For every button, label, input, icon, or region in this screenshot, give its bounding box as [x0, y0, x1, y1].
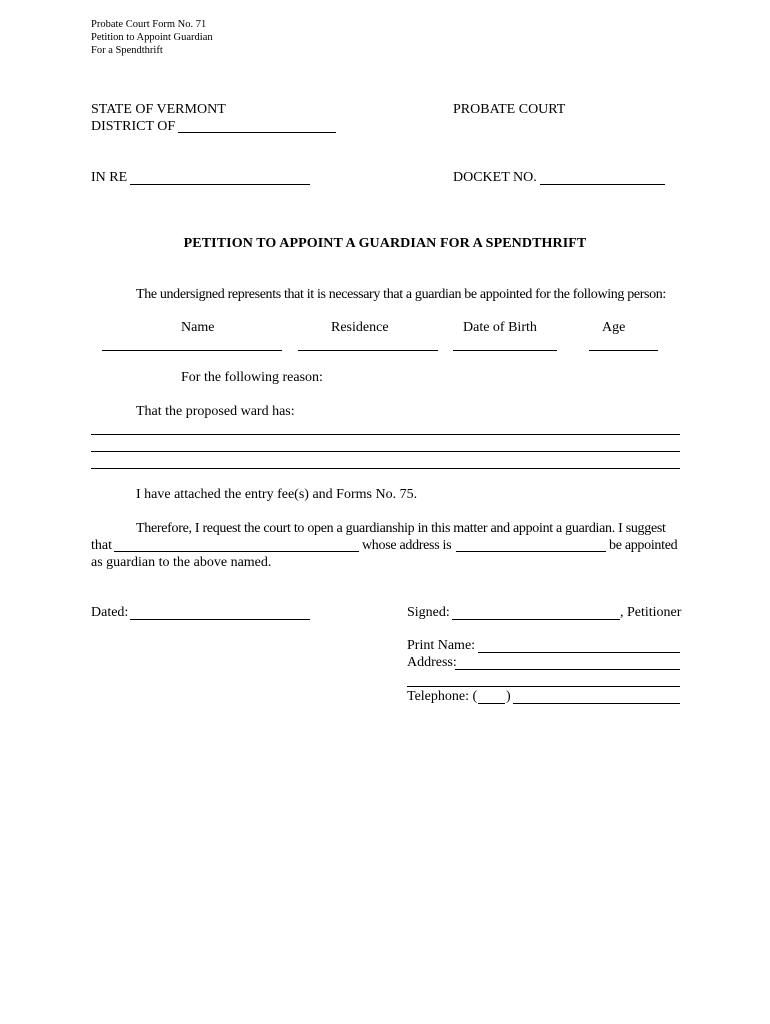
form-subtitle: For a Spendthrift — [91, 45, 163, 56]
that-label: that — [91, 538, 112, 553]
petition-title: PETITION TO APPOINT A GUARDIAN FOR A SPENDTHRIFT — [183, 236, 587, 251]
docket-label: DOCKET NO. — [453, 170, 537, 185]
signed-label: Signed: — [407, 605, 450, 620]
telephone-field[interactable] — [513, 703, 680, 704]
age-field[interactable] — [589, 350, 658, 351]
docket-field[interactable] — [540, 184, 665, 185]
form-title: Petition to Appoint Guardian — [91, 32, 213, 43]
in-re-label: IN RE — [91, 170, 128, 185]
address-field-1[interactable] — [455, 669, 680, 670]
district-field[interactable] — [178, 132, 336, 133]
dated-field[interactable] — [130, 619, 310, 620]
reason-line-3[interactable] — [91, 468, 680, 469]
signature-field[interactable] — [452, 619, 620, 620]
whose-address-label: whose address is — [362, 538, 452, 553]
in-re-field[interactable] — [130, 184, 310, 185]
reason-line-1[interactable] — [91, 434, 680, 435]
court-name: PROBATE COURT — [453, 102, 566, 117]
column-age: Age — [602, 320, 626, 335]
attached-text: I have attached the entry fee(s) and Forms No. 75. — [136, 487, 418, 502]
residence-field[interactable] — [298, 350, 438, 351]
guardian-line: as guardian to the above named. — [91, 555, 272, 570]
guardian-address-field[interactable] — [456, 551, 606, 552]
ward-has-label: That the proposed ward has: — [136, 404, 295, 419]
intro-text: The undersigned represents that it is necessary that a guardian be appointed for the following person: — [136, 287, 666, 302]
reason-label: For the following reason: — [181, 370, 323, 385]
telephone-label: Telephone: ( — [407, 689, 478, 704]
column-date-of-birth: Date of Birth — [463, 320, 537, 335]
petitioner-label: , Petitioner — [620, 605, 682, 620]
district-label: DISTRICT OF — [91, 119, 176, 134]
be-appointed-label: be appointed — [609, 538, 678, 553]
state-label: STATE OF VERMONT — [91, 102, 226, 117]
name-field[interactable] — [102, 350, 282, 351]
suggested-guardian-field[interactable] — [114, 551, 359, 552]
therefore-text: Therefore, I request the court to open a guardianship in this matter and appoint a guardian. I suggest — [136, 521, 666, 536]
print-name-label: Print Name: — [407, 638, 476, 653]
reason-line-2[interactable] — [91, 451, 680, 452]
address-field-2[interactable] — [407, 686, 680, 687]
telephone-close-paren: ) — [506, 689, 511, 704]
dated-label: Dated: — [91, 605, 129, 620]
print-name-field[interactable] — [478, 652, 680, 653]
area-code-field[interactable] — [478, 703, 505, 704]
form-number: Probate Court Form No. 71 — [91, 19, 207, 30]
column-name: Name — [181, 320, 215, 335]
date-of-birth-field[interactable] — [453, 350, 557, 351]
column-residence: Residence — [331, 320, 389, 335]
address-label: Address: — [407, 655, 457, 670]
